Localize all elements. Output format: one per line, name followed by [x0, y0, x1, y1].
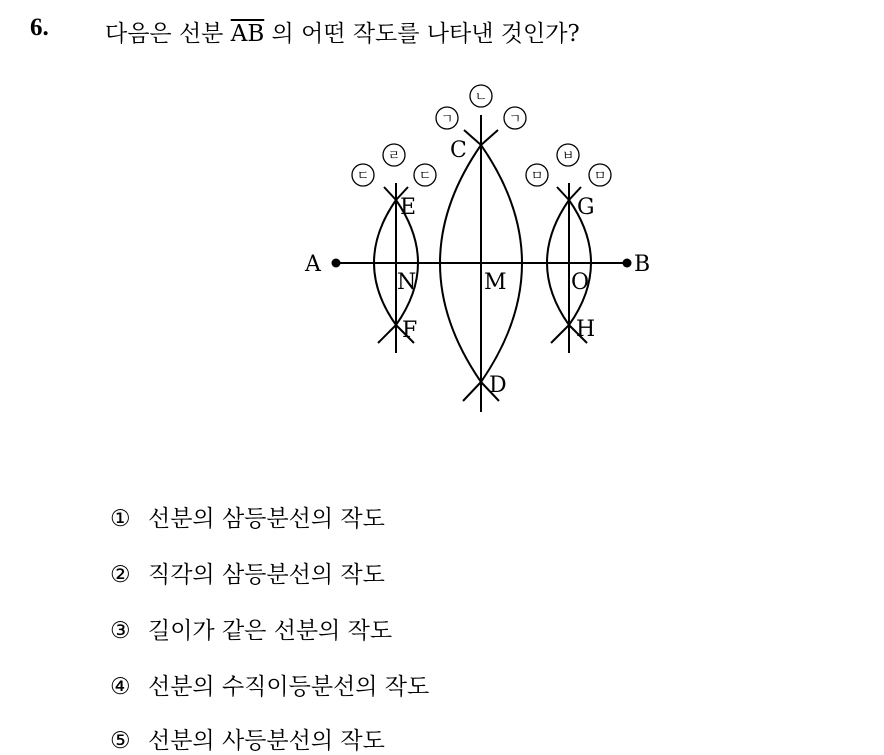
circle-rieul-text: ㄹ [387, 149, 401, 164]
arc-mark-f-left [378, 325, 396, 343]
point-label-g: G [577, 195, 595, 220]
choice-5[interactable] [110, 722, 385, 755]
point-label-c: C [450, 138, 467, 163]
arc-mark-g-left [557, 187, 569, 200]
circle-mieum-right-text: ㅁ [593, 169, 607, 184]
circle-nieun-text: ㄴ [474, 90, 488, 105]
point-b-dot [623, 259, 632, 268]
stem-text-before: 다음은 선분 [105, 21, 231, 47]
point-label-b: B [634, 252, 651, 277]
circle-bieup-text: ㅂ [561, 149, 575, 164]
point-label-o: O [571, 270, 590, 295]
choice-5-text: 선분의 사등분선의 작도 [148, 728, 385, 754]
choice-4-mark: ④ [110, 674, 131, 700]
question-number: 6. [30, 14, 49, 41]
arc-mark-e-left [384, 187, 396, 200]
arc-mark-h-left [551, 325, 569, 343]
arc-mark-d-left [463, 382, 481, 401]
point-label-h: H [576, 317, 596, 342]
point-label-m: M [484, 270, 507, 295]
choice-3[interactable] [110, 612, 392, 645]
choice-1-mark: ① [110, 506, 131, 532]
point-label-n: N [397, 270, 417, 295]
choice-2[interactable] [110, 556, 385, 589]
point-label-e: E [400, 195, 417, 220]
point-label-a: A [305, 252, 321, 277]
stem-text-after: 의 어떤 작도를 나타낸 것인가? [264, 21, 580, 47]
point-a-dot [332, 259, 341, 268]
circle-digeut-left-text: ㄷ [356, 169, 370, 184]
choice-2-text: 직각의 삼등분선의 작도 [148, 562, 385, 588]
circle-digeut-right-text: ㄷ [418, 169, 432, 184]
point-label-f: F [402, 318, 418, 343]
choice-4-text: 선분의 수직이등분선의 작도 [148, 674, 430, 700]
choice-4[interactable] [110, 668, 429, 701]
arc-mark-c-right [481, 130, 498, 145]
circle-giyeok-right-text: ㄱ [508, 112, 522, 127]
circle-mieum-left-text: ㅁ [530, 169, 544, 184]
choice-3-mark: ③ [110, 618, 131, 644]
choice-2-mark: ② [110, 562, 131, 588]
point-label-d: D [489, 373, 507, 398]
choice-3-text: 길이가 같은 선분의 작도 [148, 618, 393, 644]
choice-5-mark: ⑤ [110, 728, 131, 754]
circle-giyeok-left-text: ㄱ [440, 112, 454, 127]
segment-label: $\overline{AB}$ [230, 21, 265, 47]
choice-1-text: 선분의 삼등분선의 작도 [148, 506, 385, 532]
choice-1[interactable] [110, 500, 385, 533]
